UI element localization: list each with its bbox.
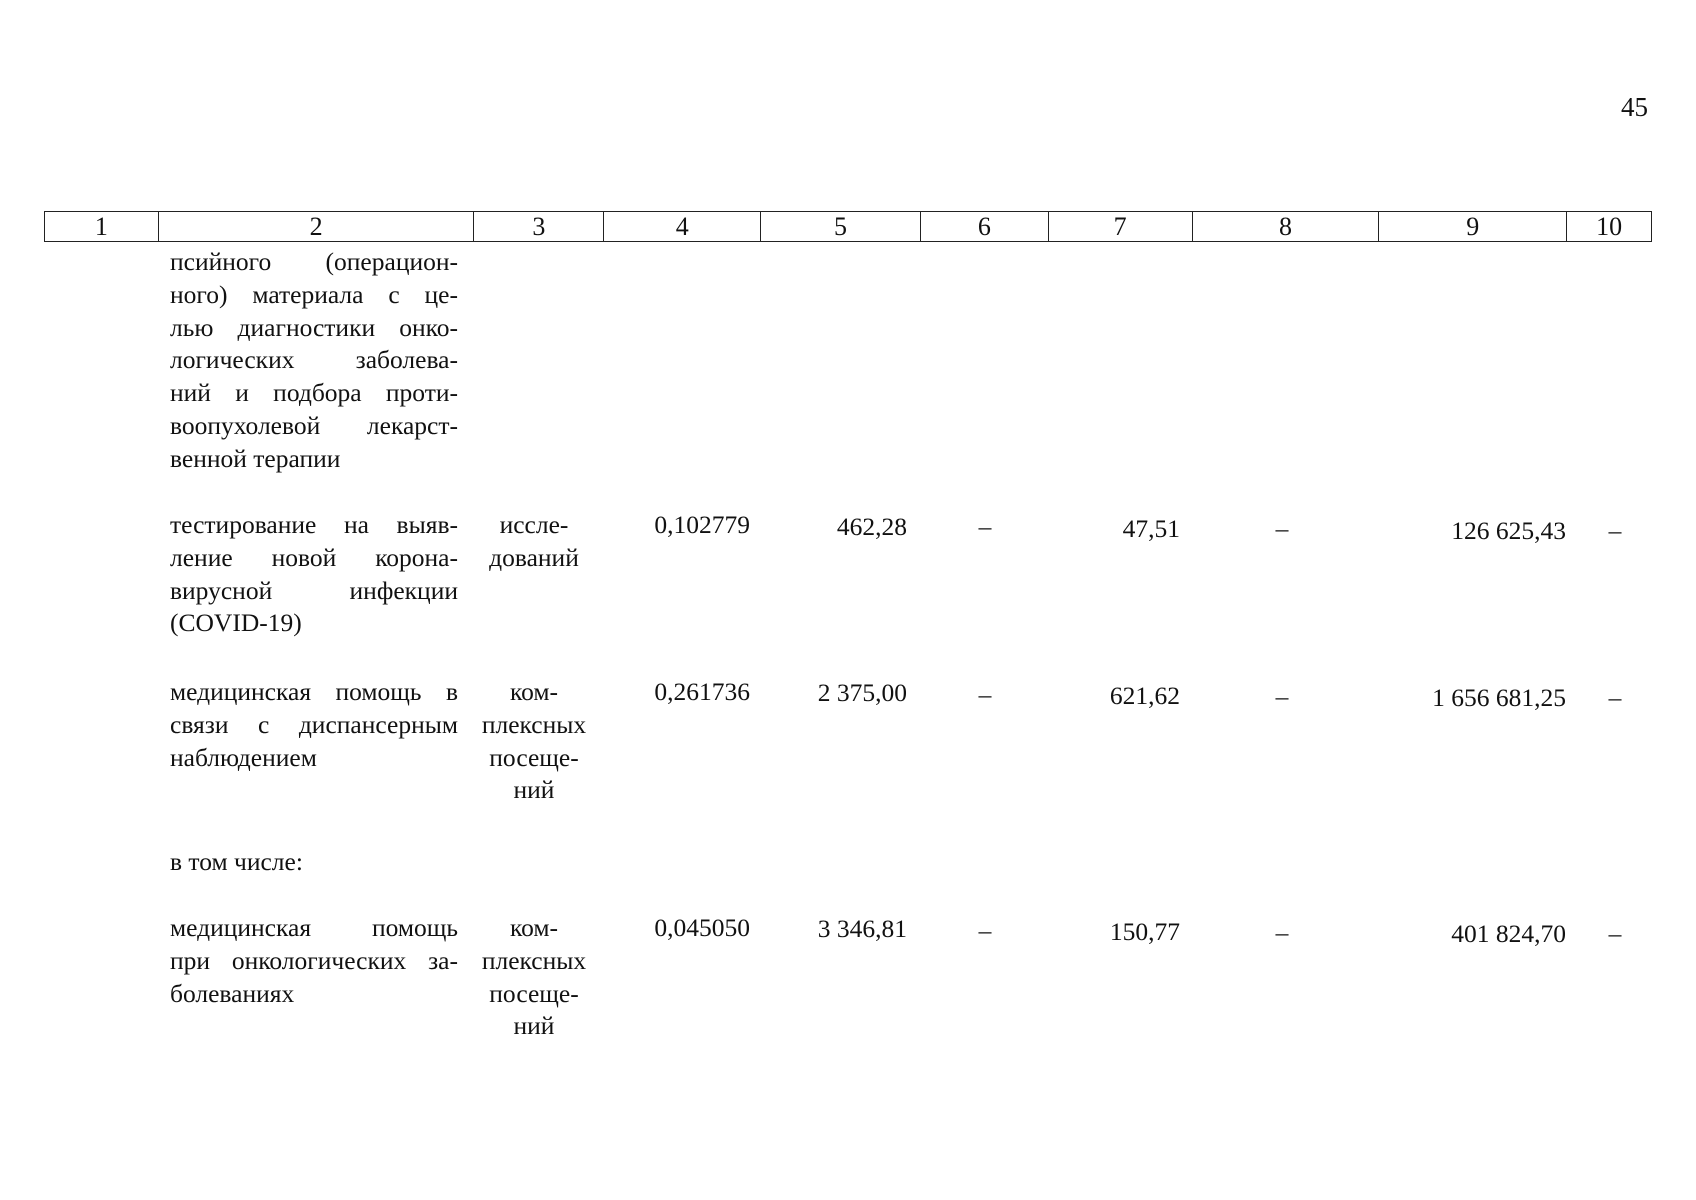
row-2-col-8: – [1275,682,1289,711]
row-3-col-7: 150,77 [1109,917,1180,946]
header-col-7: 7 [1049,212,1193,241]
header-col-3: 3 [474,212,604,241]
desc-line: логических заболева- [170,345,458,375]
desc-line: лью диагностики онко- [170,312,458,342]
row-1-description [170,509,458,640]
unit-line: плексных [481,709,587,739]
header-col-5: 5 [761,212,921,241]
row-1-col-5: 462,28 [836,512,907,541]
subheading-including: в том числе: [170,847,303,876]
desc-line: при онкологических за- [170,945,458,975]
unit-line: дований [489,542,579,572]
unit-line: посеще- [489,742,579,772]
desc-line: псийного (операцион- [170,247,458,276]
row-1-col-4: 0,102779 [654,510,750,539]
table-header-row [44,211,1652,242]
unit-line: плексных [481,945,587,975]
unit-line: ком- [510,677,558,706]
row-3-col-8: – [1275,918,1289,947]
desc-line: наблюдением [170,742,317,772]
header-col-1: 1 [45,212,159,241]
row-3-unit [472,912,596,1043]
unit-line: ний [513,775,555,805]
unit-line: посеще- [489,978,579,1008]
desc-line: ление новой корона- [170,542,458,572]
desc-line: тестирование на выяв- [170,510,458,539]
row-3-col-5: 3 346,81 [817,914,907,943]
row-1-col-8: – [1275,514,1289,543]
row-2-col-5: 2 375,00 [817,678,907,707]
row-3-col-4: 0,045050 [654,913,750,942]
row-1-col-10: – [1608,516,1622,545]
header-col-4: 4 [604,212,761,241]
row-1-col-6: – [978,512,992,541]
row-1-unit [472,509,596,575]
desc-line: (COVID-19) [170,608,302,638]
header-col-2: 2 [159,212,475,241]
desc-line: медицинская помощь в [170,677,458,706]
desc-line: ний и подбора проти- [170,378,458,408]
row-3-col-6: – [978,916,992,945]
desc-line: венной терапии [170,443,341,473]
row-2-col-6: – [978,680,992,709]
row-3-col-10: – [1608,919,1622,948]
row-2-col-7: 621,62 [1109,681,1180,710]
desc-line: воопухолевой лекарст- [170,410,458,440]
desc-line: болеваниях [170,978,295,1008]
row-3-col-9: 401 824,70 [1451,919,1566,948]
header-col-8: 8 [1193,212,1380,241]
desc-line: медицинская помощь [170,913,458,942]
row-2-description [170,676,458,774]
desc-line: ного) материала с це- [170,279,458,309]
row-3-description [170,912,458,1010]
row-2-col-9: 1 656 681,25 [1432,683,1566,712]
header-col-10: 10 [1596,211,1623,241]
row-2-unit [472,676,596,807]
row-2-col-10: – [1608,683,1622,712]
row-2-col-4: 0,261736 [654,677,750,706]
desc-line: вирусной инфекции [170,575,458,605]
unit-line: ком- [510,913,558,942]
row-1-col-9: 126 625,43 [1451,516,1566,545]
desc-line: связи с диспансерным [170,709,458,739]
unit-line: ний [513,1011,555,1041]
header-col-9: 9 [1379,212,1567,241]
header-col-6: 6 [921,212,1049,241]
unit-line: иссле- [499,510,569,539]
row-1-col-7: 47,51 [1122,514,1180,543]
continued-description [170,246,458,476]
page-number: 45 [1621,92,1648,122]
